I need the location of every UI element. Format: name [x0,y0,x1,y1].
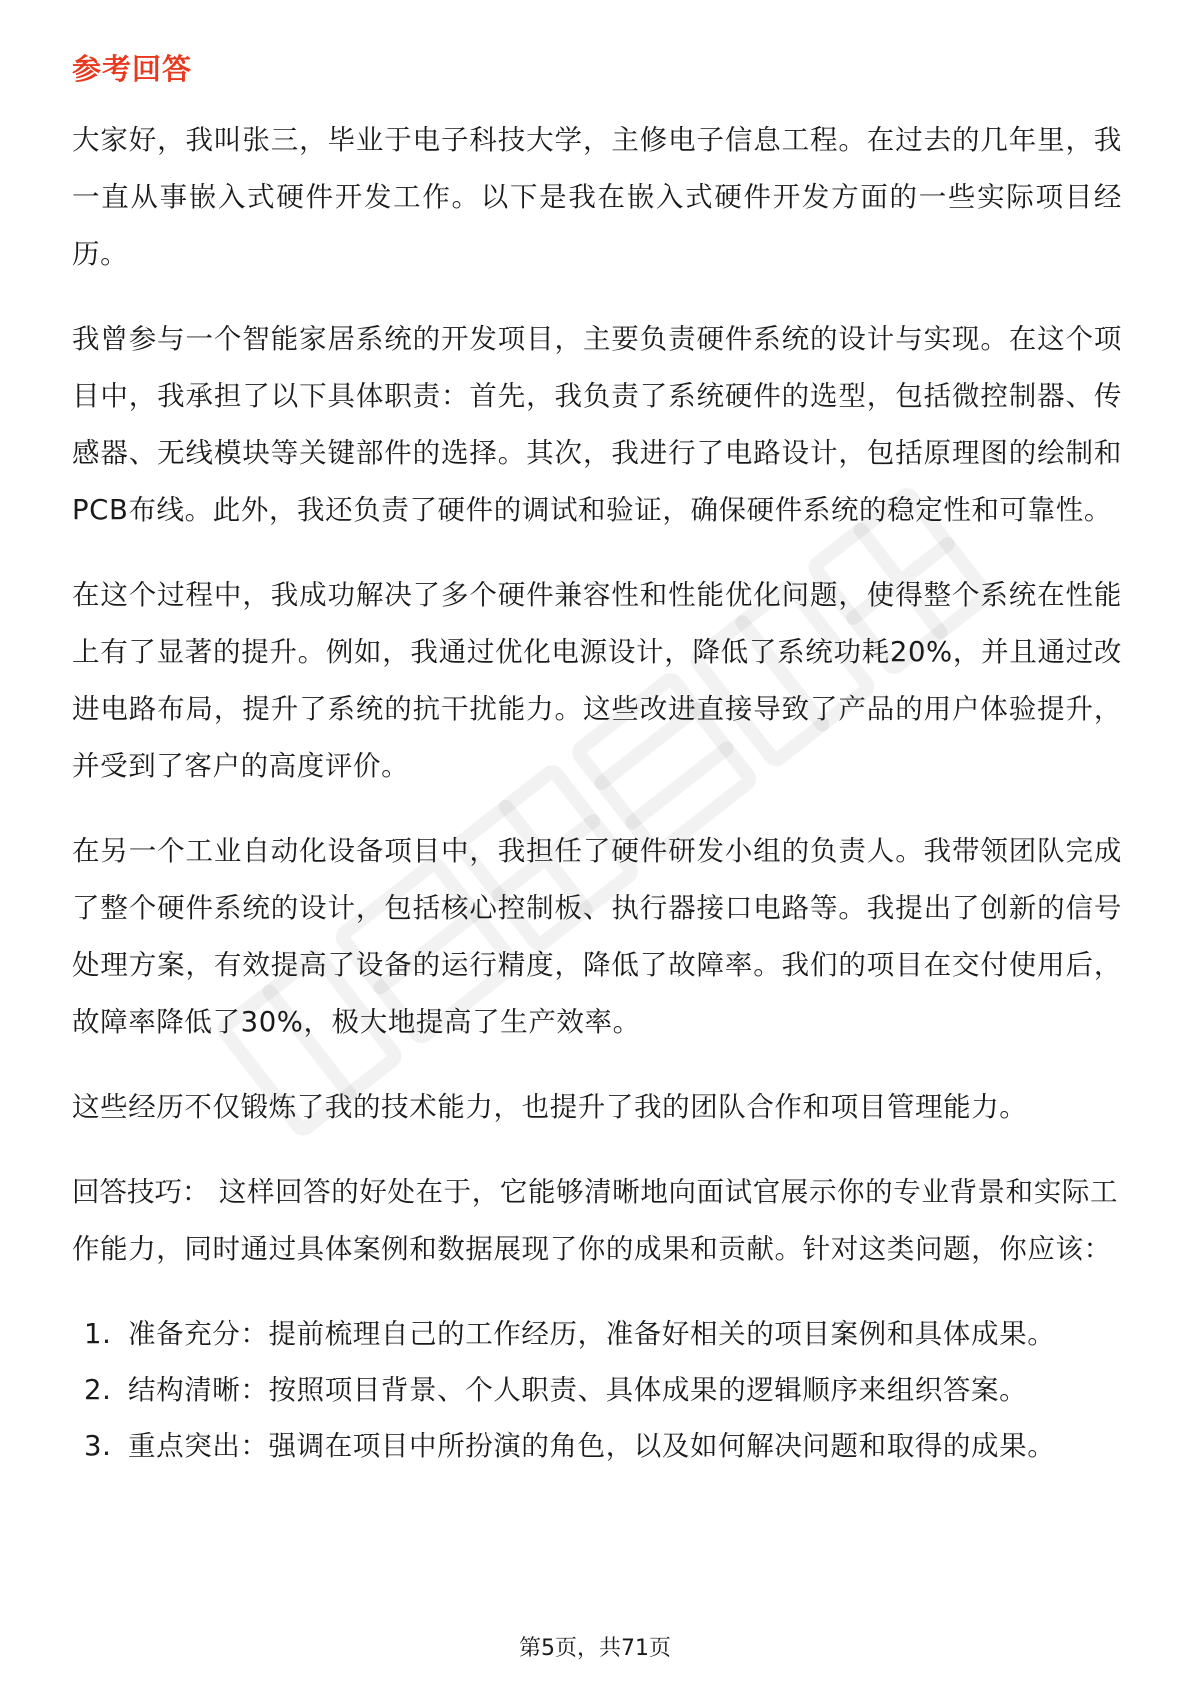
list-item [84,1306,1122,1362]
paragraph-summary: 这些经历不仅锻炼了我的技术能力，也提升了我的团队合作和项目管理能力。 [72,1090,1028,1123]
tips-body: 这样回答的好处在于，它能够清晰地向面试官展示你的专业背景和实际工作能力，同时通过具体案例和数据展现了你的成果和贡献。针对这类问题，你应该： [72,1175,1119,1265]
list-item-text: 准备充分：提前梳理自己的工作经历，准备好相关的项目案例和具体成果。 [128,1317,1056,1350]
list-item-number: 3. [84,1429,112,1462]
list-item-text: 重点突出：强调在项目中所扮演的角色，以及如何解决问题和取得的成果。 [128,1429,1056,1462]
page-footer: 第5页，共71页 [519,1636,671,1661]
paragraph-intro: 大家好，我叫张三，毕业于电子科技大学，主修电子信息工程。在过去的几年里，我一直从事嵌入式硬件开发工作。以下是我在嵌入式硬件开发方面的一些实际项目经历。 [72,123,1122,270]
paragraph-industrial: 在另一个工业自动化设备项目中，我担任了硬件研发小组的负责人。我带领团队完成了整个硬件系统的设计，包括核心控制板、执行器接口电路等。我提出了创新的信号处理方案，有效提高了设备的运行精度，降低了故障率。我们的项目在交付使用后，故障率降低了30%，极大地提高了生产效率。 [72,834,1122,1038]
paragraph-smart-home: 我曾参与一个智能家居系统的开发项目，主要负责硬件系统的设计与实现。在这个项目中，我承担了以下具体职责：首先，我负责了系统硬件的选型，包括微控制器、传感器、无线模块等关键部件的选择。其次，我进行了电路设计，包括原理图的绘制和PCB布线。此外，我还负责了硬件的调试和验证，确保硬件系统的稳定性和可靠性。 [72,322,1122,526]
answer-tips [72,1164,1122,1278]
list-item [84,1418,1122,1474]
list-item-number: 2. [84,1373,112,1406]
document-content [72,48,1122,1474]
paragraph-optimization: 在这个过程中，我成功解决了多个硬件兼容性和性能优化问题，使得整个系统在性能上有了显著的提升。例如，我通过优化电源设计，降低了系统功耗20%，并且通过改进电路布局，提升了系统的抗干扰能力。这些改进直接导致了产品的用户体验提升，并受到了客户的高度评价。 [72,578,1122,782]
list-item [84,1362,1122,1418]
tips-label: 回答技巧： [72,1175,210,1208]
list-item-number: 1. [84,1317,112,1350]
list-item-text: 结构清晰：按照项目背景、个人职责、具体成果的逻辑顺序来组织答案。 [128,1373,1028,1406]
section-heading: 参考回答 [72,52,193,86]
tips-list [72,1306,1122,1474]
